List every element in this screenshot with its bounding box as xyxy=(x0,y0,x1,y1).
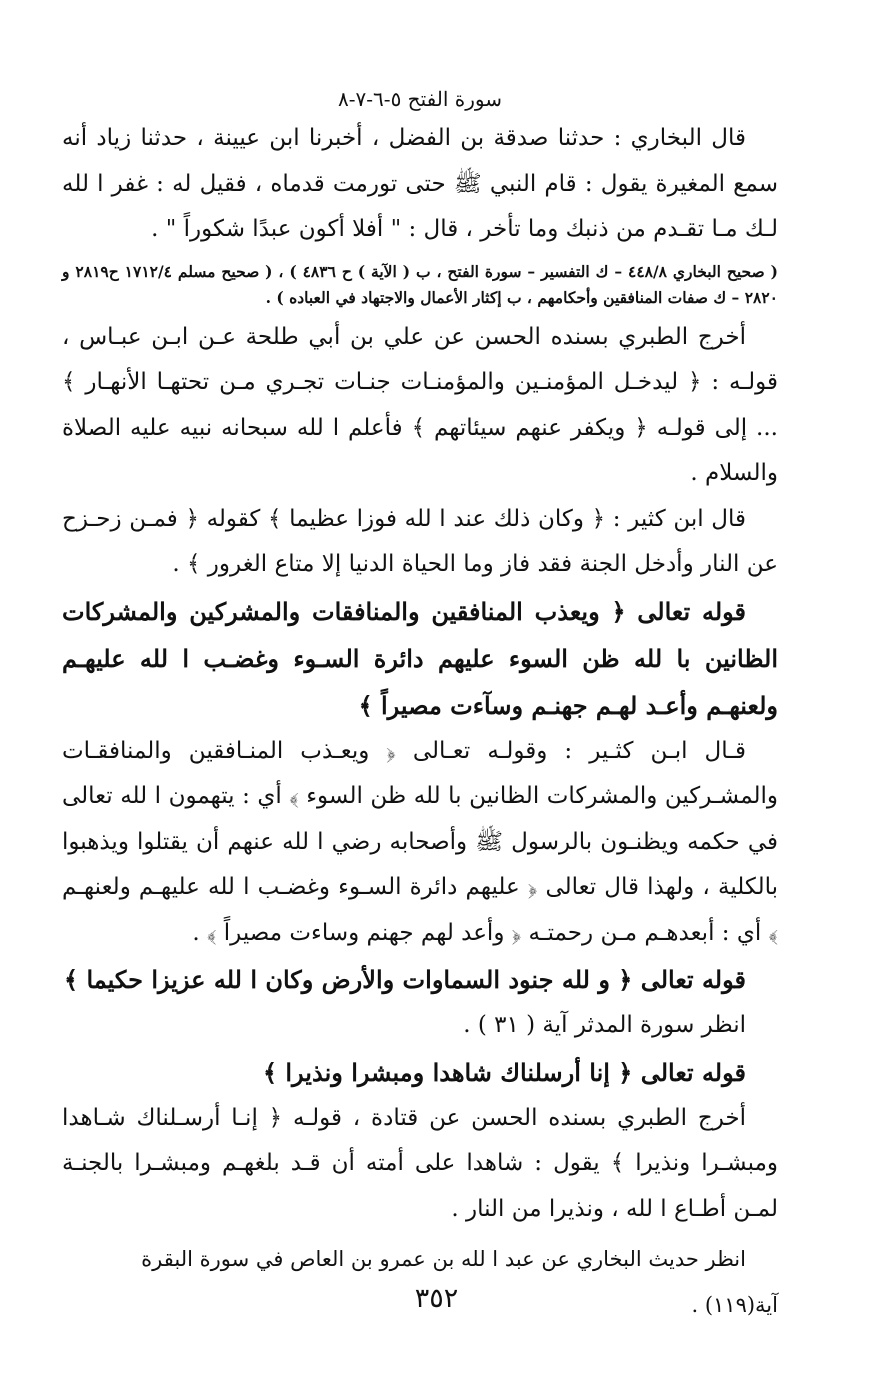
page-body xyxy=(62,84,778,1328)
verse-heading-6: قوله تعالى ﴿ ويعذب المنافقين والمنافقات والمشركين والمشركات الظانين با لله ظن السوء عليهم دائرة السـوء وغضـب ا لله عليهـم ولعنهـم وأعـد لهـم جهنـم وسآءت مصيراً ﴾ xyxy=(62,596,779,720)
cross-reference-muddathir: انظر سورة المدثر آية ( ٣١ ) . xyxy=(463,1012,746,1038)
verse-heading-8: قوله تعالى ﴿ إنا أرسلناك شاهدا ومبشرا ونذيرا ﴾ xyxy=(262,1057,746,1087)
paragraph-ibn-kathir-1: قال ابن كثير : ﴿ وكان ذلك عند ا لله فوزا عظيما ﴾ كقوله ﴿ فمـن زحـزح عن النار وأدخل الجنة فقد فاز وما الحياة الدنيا إلا متاع الغرور ﴾ . xyxy=(62,505,778,577)
paragraph-ibn-kathir-2: قـال ابـن كثـير : وقولـه تعـالى ﴿ ويعـذب المنـافقين والمنافقـات والمشـركين والمشركات الظانين با لله ظن السوء ﴾ أي : يتهمون ا لله تعالى في حكمه ويظنـون بالرسول ﷺ وأصحابه رضي ا لله عنهم أن يقتلوا ويذهبوا بالكلية ، ولهذا قال تعالى ﴿ عليهم دائرة السـوء وغضـب ا لله عليهـم ولعنهـم ﴾ أي : أبعدهـم مـن رحمتـه ﴿ وأعد لهم جهنم وساءت مصيراً ﴾ . xyxy=(62,737,778,946)
cross-reference-baqara: انظر حديث البخاري عن عبد ا لله بن عمرو بن العاص في سورة البقرة آية(١١٩) . xyxy=(141,1247,778,1317)
paragraph-tabari-qatada: أخرج الطبري بسنده الحسن عن قتادة ، قولـه ﴿ إنـا أرسـلناك شـاهدا ومبشـرا ونذيرا ﴾ يقول : شاهدا على أمته أن قـد بلغهـم ومبشـرا بالجنـة لمـن أطـاع ا لله ، ونذيرا من النار . xyxy=(62,1104,778,1222)
page-number: ٣٥٢ xyxy=(414,1283,459,1314)
running-header: سورة الفتح ٥-٦-٧-٨ xyxy=(338,87,502,111)
verse-heading-7: قوله تعالى ﴿ و لله جنود السماوات والأرض وكان ا لله عزيزا حكيما ﴾ xyxy=(64,965,746,994)
paragraph-bukhari-hadith: قال البخاري : حدثنا صدقة بن الفضل ، أخبرنا ابن عيينة ، حدثنا زياد أنه سمع المغيرة يقول : قام النبي ﷺ حتى تورمت قدماه ، فقيل له : غفر ا لله لـك مـا تقـدم من ذنبك وما تأخر ، قال : " أفلا أكون عبدًا شكوراً " . xyxy=(62,125,778,242)
hadith-reference: ( صحيح البخاري ٤٤٨/٨ – ك التفسير – سورة الفتح ، ب ( الآية ) ح ٤٨٣٦ ) ، ( صحيح مسلم ١٧١٢/٤ ح٢٨١٩ و ٢٨٢٠ – ك صفات المنافقين وأحكامهم ، ب إكثار الأعمال والاجتهاد في العباده ) . xyxy=(62,261,778,307)
paragraph-tabari-ibn-abbas: أخرج الطبري بسنده الحسن عن علي بن أبي طلحة عـن ابـن عبـاس ، قولـه : ﴿ ليدخـل المؤمنـين والمؤمنـات جنـات تجـري مـن تحتهـا الأنهـار ﴾ ... إلى قولـه ﴿ ويكفر عنهم سيئاتهم ﴾ فأعلم ا لله سبحانه نبيه عليه الصلاة والسلام . xyxy=(62,323,778,486)
